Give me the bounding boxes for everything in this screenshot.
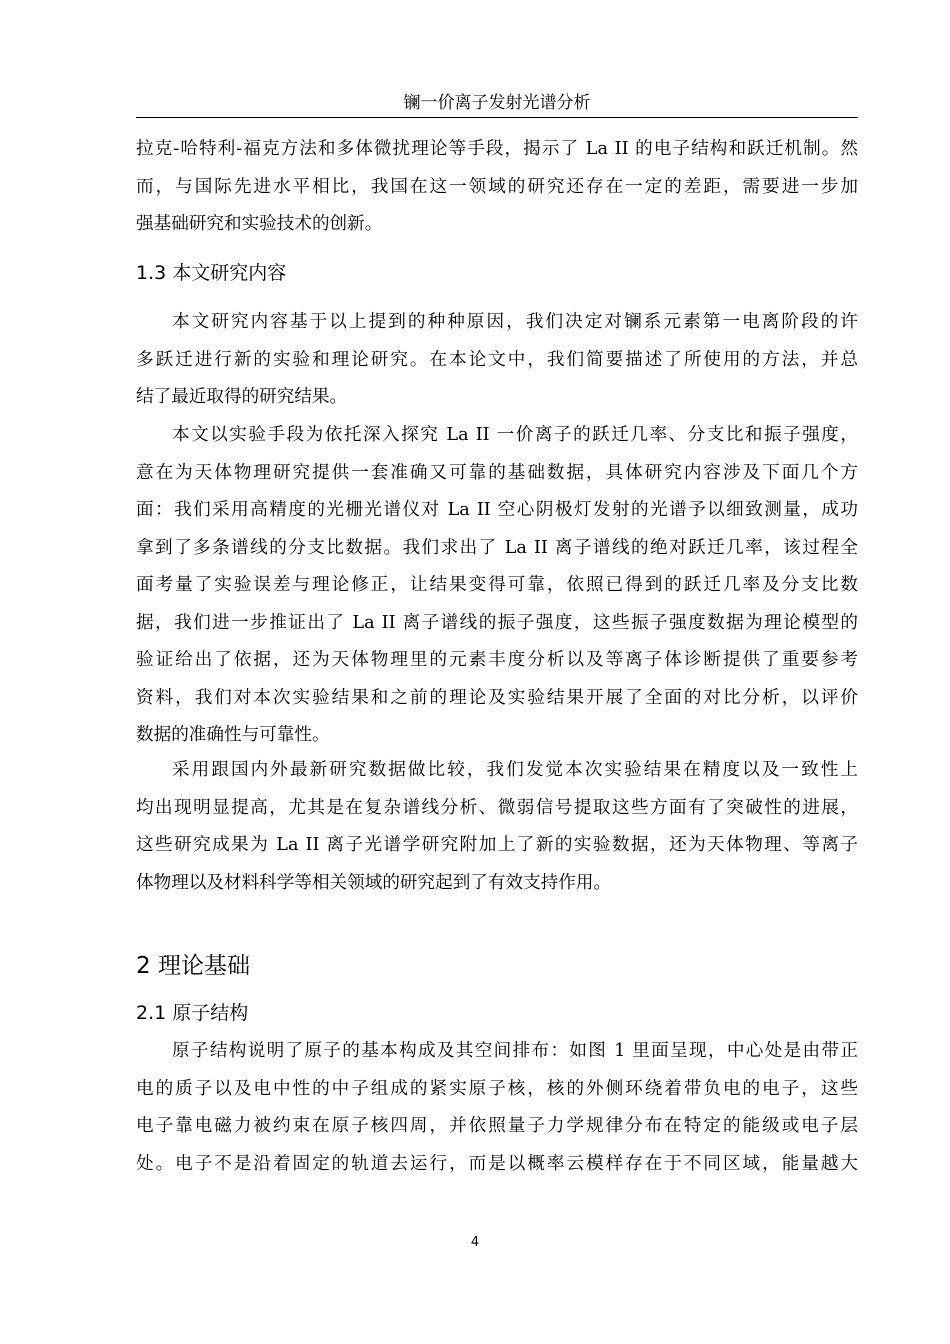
- text-line: 结了最近取得的研究结果。: [136, 387, 348, 407]
- section-1-3-paragraph-3: [136, 752, 858, 902]
- page-number: 4: [470, 1235, 480, 1250]
- text-line: 体物理以及材料科学等相关领域的研究起到了有效支持作用。: [136, 872, 612, 893]
- text-line: 采用跟国内外最新研究数据做比较，我们发觉本次实验结果在精度以及一致性上: [172, 760, 858, 780]
- text-line: 本文研究内容基于以上提到的种种原因，我们决定对镧系元素第一电离阶段的许: [172, 312, 858, 332]
- text-line: 强基础研究和实验技术的创新。: [136, 214, 383, 234]
- text-line: 处。电子不是沿着固定的轨道去运行，而是以概率云模样存在于不同区域，能量越大: [136, 1153, 858, 1174]
- section-2-1-paragraph: [136, 1033, 858, 1183]
- text-line: 验证给出了依据，还为天体物理里的元素丰度分析以及等离子体诊断提供了重要参考: [136, 650, 858, 670]
- intro-paragraph: [136, 131, 858, 244]
- text-line: 而，与国际先进水平相比，我国在这一领域的研究还存在一定的差距，需要进一步加: [136, 176, 858, 197]
- text-line: 本文以实验手段为依托深入探究 La II 一价离子的跃迁几率、分支比和振子强度，: [172, 425, 858, 445]
- text-line: 原子结构说明了原子的基本构成及其空间排布：如图 1 里面呈现，中心处是由带正: [172, 1041, 858, 1061]
- running-header: 镧一价离子发射光谱分析: [136, 91, 858, 118]
- text-line: 数据的准确性与可靠性。: [136, 725, 330, 745]
- text-line: 据，我们进一步推证出了 La II 离子谱线的振子强度，这些振子强度数据为理论模型的: [136, 612, 858, 633]
- text-line: 拉克-哈特利-福克方法和多体微扰理论等手段，揭示了 La II 的电子结构和跃迁机制。然: [136, 139, 858, 159]
- text-line: 面考量了实验误差与理论修正，让结果变得可靠，依照已得到的跃迁几率及分支比数: [136, 575, 858, 595]
- section-1-3-paragraph-2: [136, 417, 858, 755]
- chapter-heading-2: 2 理论基础: [136, 953, 250, 979]
- text-line: 电的质子以及电中性的中子组成的紧实原子核，核的外侧环绕着带负电的电子，这些: [136, 1078, 858, 1099]
- text-line: 意在为天体物理研究提供一套准确又可靠的基础数据，具体研究内容涉及下面几个方: [136, 462, 858, 483]
- text-line: 电子靠电磁力被约束在原子核四周，并依照量子力学规律分布在特定的能级或电子层: [136, 1116, 858, 1136]
- text-line: 多跃迁进行新的实验和理论研究。在本论文中，我们简要描述了所使用的方法，并总: [136, 349, 858, 370]
- section-heading-2-1: 2.1 原子结构: [136, 1002, 249, 1024]
- text-line: 资料，我们对本次实验结果和之前的理论及实验结果开展了全面的对比分析，以评价: [136, 687, 858, 708]
- text-line: 面：我们采用高精度的光栅光谱仪对 La II 空心阴极灯发射的光谱予以细致测量，成功: [136, 500, 858, 520]
- text-line: 均出现明显提高，尤其是在复杂谱线分析、微弱信号提取这些方面有了突破性的进展，: [136, 797, 858, 818]
- section-1-3-paragraph-1: [136, 304, 858, 417]
- text-line: 拿到了多条谱线的分支比数据。我们求出了 La II 离子谱线的绝对跃迁几率，该过程全: [136, 537, 858, 558]
- section-heading-1-3: 1.3 本文研究内容: [136, 262, 287, 284]
- text-line: 这些研究成果为 La II 离子光谱学研究附加上了新的实验数据，还为天体物理、等离子: [136, 835, 858, 855]
